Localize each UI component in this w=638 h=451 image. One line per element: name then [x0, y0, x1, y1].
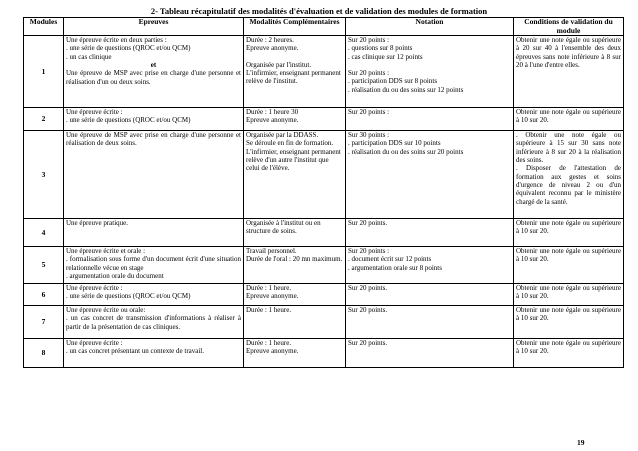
table-row [24, 131, 624, 219]
cell-text: Obtenir une note égale ou supérieure à 20 sur 40 à l'ensemble des deux épreuves sans note inférieure à 8 sur 20 à l'une d'entre elles. [516, 36, 621, 70]
cell-text: Sur 20 points. [348, 219, 388, 228]
cell-text: Epreuve anonyme. [246, 347, 299, 356]
cell-text: . réalisation du ou des soins sur 12 points [348, 85, 464, 94]
cell-epreuves [64, 131, 244, 219]
cell-text: . participation DDS sur 8 points [348, 77, 438, 86]
cell-epreuves [64, 36, 244, 108]
cell-notation [346, 284, 514, 306]
cell-text: . formalisation sous forme d'un document écrit d'une situation relationnelle vécue en stage [66, 255, 241, 272]
spacer [246, 53, 343, 61]
cell-text: Organisée à l'institut ou en structure de soins. [246, 219, 321, 236]
cell-text: . Obtenir une note égale ou supérieure à 15 sur 30 sans note inférieure à 8 sur 20 à la réalisation des soins. [516, 131, 621, 165]
cell-conditions [514, 284, 624, 306]
cell-text: Durée de l'oral : 20 mn maximum. [246, 255, 343, 264]
module-number: 5 [24, 247, 64, 284]
cell-conditions [514, 306, 624, 339]
cell-epreuves [64, 339, 244, 368]
module-number: 8 [24, 339, 64, 368]
module-number: 7 [24, 306, 64, 339]
cell-notation [346, 339, 514, 368]
cell-text: Travail personnel. [246, 247, 297, 256]
cell-text: Obtenir une note égale ou supérieure à 10 sur 20. [516, 247, 621, 264]
cell-text: . argumentation orale du document [66, 272, 164, 281]
spacer [348, 61, 511, 69]
module-number: 3 [24, 131, 64, 219]
cell-text: Sur 20 points. [348, 306, 388, 315]
table-row [24, 219, 624, 247]
cell-conditions [514, 339, 624, 368]
header-modules: Modules [24, 18, 64, 36]
cell-text: . une série de questions (QROC et/ou QCM) [66, 116, 191, 125]
cell-text: Une épreuve écrite ou orale: [66, 306, 146, 315]
header-modalites: Modalités Complémentaires [244, 18, 346, 36]
cell-text: L'infirmier, enseignant permanent relève de l'institut. [246, 69, 341, 86]
cell-text: . une série de questions (QROC et/ou QCM) [66, 292, 191, 301]
cell-text: Obtenir une note égale ou supérieure à 10 sur 20. [516, 284, 621, 301]
table-row [24, 339, 624, 368]
cell-conditions [514, 36, 624, 108]
cell-epreuves [64, 247, 244, 284]
cell-text: Obtenir une note égale ou supérieure à 10 sur 20. [516, 219, 621, 236]
cell-text: Une épreuve pratique. [66, 219, 128, 228]
cell-conditions [514, 131, 624, 219]
cell-text: . cas clinique sur 12 points [348, 52, 423, 61]
module-number: 1 [24, 36, 64, 108]
cell-text: Sur 20 points : [348, 247, 390, 256]
cell-text: Obtenir une note égale ou supérieure à 10 sur 20. [516, 339, 621, 356]
cell-text: Durée : 1 heure. [246, 339, 292, 348]
cell-text: Durée : 1 heure. [246, 306, 292, 315]
table-row [24, 36, 624, 108]
cell-text: Obtenir une note égale ou supérieure à 10 sur 20. [516, 306, 621, 323]
module-number: 6 [24, 284, 64, 306]
cell-modalites [244, 306, 346, 339]
cell-text: . questions sur 8 points [348, 44, 413, 53]
cell-text: . participation DDS sur 10 points [348, 139, 441, 148]
cell-text: Durée : 2 heures. [246, 36, 294, 45]
cell-text: . argumentation orale sur 8 points [348, 263, 442, 272]
table-header-row [24, 18, 624, 36]
cell-text: . un cas concret présentant un contexte de travail. [66, 347, 204, 356]
cell-text: . un cas concret de transmission d'informations à réaliser à partir de la présentation de cas cliniques. [66, 314, 241, 331]
cell-text: Organisée par l'institut. [246, 60, 312, 69]
cell-epreuves [64, 108, 244, 131]
cell-modalites [244, 247, 346, 284]
table-row [24, 108, 624, 131]
header-epreuves: Epreuves [64, 18, 244, 36]
table-row [24, 284, 624, 306]
cell-text: Epreuve anonyme. [246, 292, 299, 301]
cell-notation [346, 219, 514, 247]
cell-modalites [244, 36, 346, 108]
cell-epreuves [64, 219, 244, 247]
cell-text: Sur 30 points : [348, 131, 390, 140]
cell-text: Une épreuve écrite : [66, 339, 123, 348]
table-body [24, 36, 624, 368]
cell-text: Sur 20 points : [348, 36, 390, 45]
cell-conditions [514, 219, 624, 247]
cell-text: . une série de questions (QROC et/ou QCM) [66, 44, 191, 53]
cell-notation [346, 247, 514, 284]
cell-conditions [514, 108, 624, 131]
cell-text: . un cas clinique [66, 52, 112, 61]
cell-text: Une épreuve de MSP avec prise en charge d'une personne et réalisation de deux soins. [66, 131, 241, 148]
cell-text: . Disposer de l'attestation de formation aux gestes et soins d'urgence de niveau 2 ou d'un équivalent reconnu par le ministère chargé de la santé. [516, 164, 621, 206]
cell-modalites [244, 131, 346, 219]
cell-modalites [244, 284, 346, 306]
module-number: 2 [24, 108, 64, 131]
cell-text: Durée : 1 heure. [246, 284, 292, 293]
header-notation: Notation [346, 18, 514, 36]
cell-conditions [514, 247, 624, 284]
cell-text: Une épreuve écrite : [66, 284, 123, 293]
evaluation-table [23, 17, 624, 368]
header-conditions: Conditions de validation du module [514, 18, 624, 36]
cell-text: . réalisation du ou des soins sur 20 points [348, 147, 464, 156]
cell-text: Obtenir une note égale ou supérieure à 10 sur 20. [516, 108, 621, 125]
cell-modalites [244, 339, 346, 368]
cell-text: Durée : 1 heure 30 [246, 108, 299, 117]
cell-text: Epreuve anonyme. [246, 44, 299, 53]
cell-text: Organisée par la DDASS. [246, 131, 319, 140]
cell-text: Une épreuve écrite : [66, 108, 123, 117]
table-row [24, 306, 624, 339]
cell-text: Epreuve anonyme. [246, 116, 299, 125]
table-row [24, 247, 624, 284]
cell-notation [346, 36, 514, 108]
cell-text: Une épreuve de MSP avec prise en charge d'une personne et réalisation d'un ou deux soins. [66, 69, 241, 86]
cell-text: Sur 20 points. [348, 284, 388, 293]
cell-text: Sur 20 points. [348, 339, 388, 348]
cell-epreuves [64, 284, 244, 306]
cell-modalites [244, 108, 346, 131]
cell-text: Une épreuve écrite et orale : [66, 247, 146, 256]
page-title: 2- Tableau récapitulatif des modalités d'évaluation et de validation des modules de formation [150, 6, 488, 16]
module-number: 4 [24, 219, 64, 247]
cell-text: Se déroule en fin de formation. [246, 139, 334, 148]
cell-text: . document écrit sur 12 points [348, 255, 432, 264]
cell-text: et [150, 61, 157, 70]
page-number: 19 [577, 438, 585, 447]
cell-notation [346, 131, 514, 219]
cell-notation [346, 306, 514, 339]
cell-text: Sur 20 points : [348, 69, 390, 78]
cell-notation [346, 108, 514, 131]
cell-text: Sur 20 points : [348, 108, 390, 117]
cell-epreuves [64, 306, 244, 339]
cell-text: Une épreuve écrite en deux parties : [66, 36, 167, 45]
cell-modalites [244, 219, 346, 247]
cell-text: L'infirmier, enseignant permanent relève d'un autre l'institut que celui de l'élève. [246, 147, 341, 173]
